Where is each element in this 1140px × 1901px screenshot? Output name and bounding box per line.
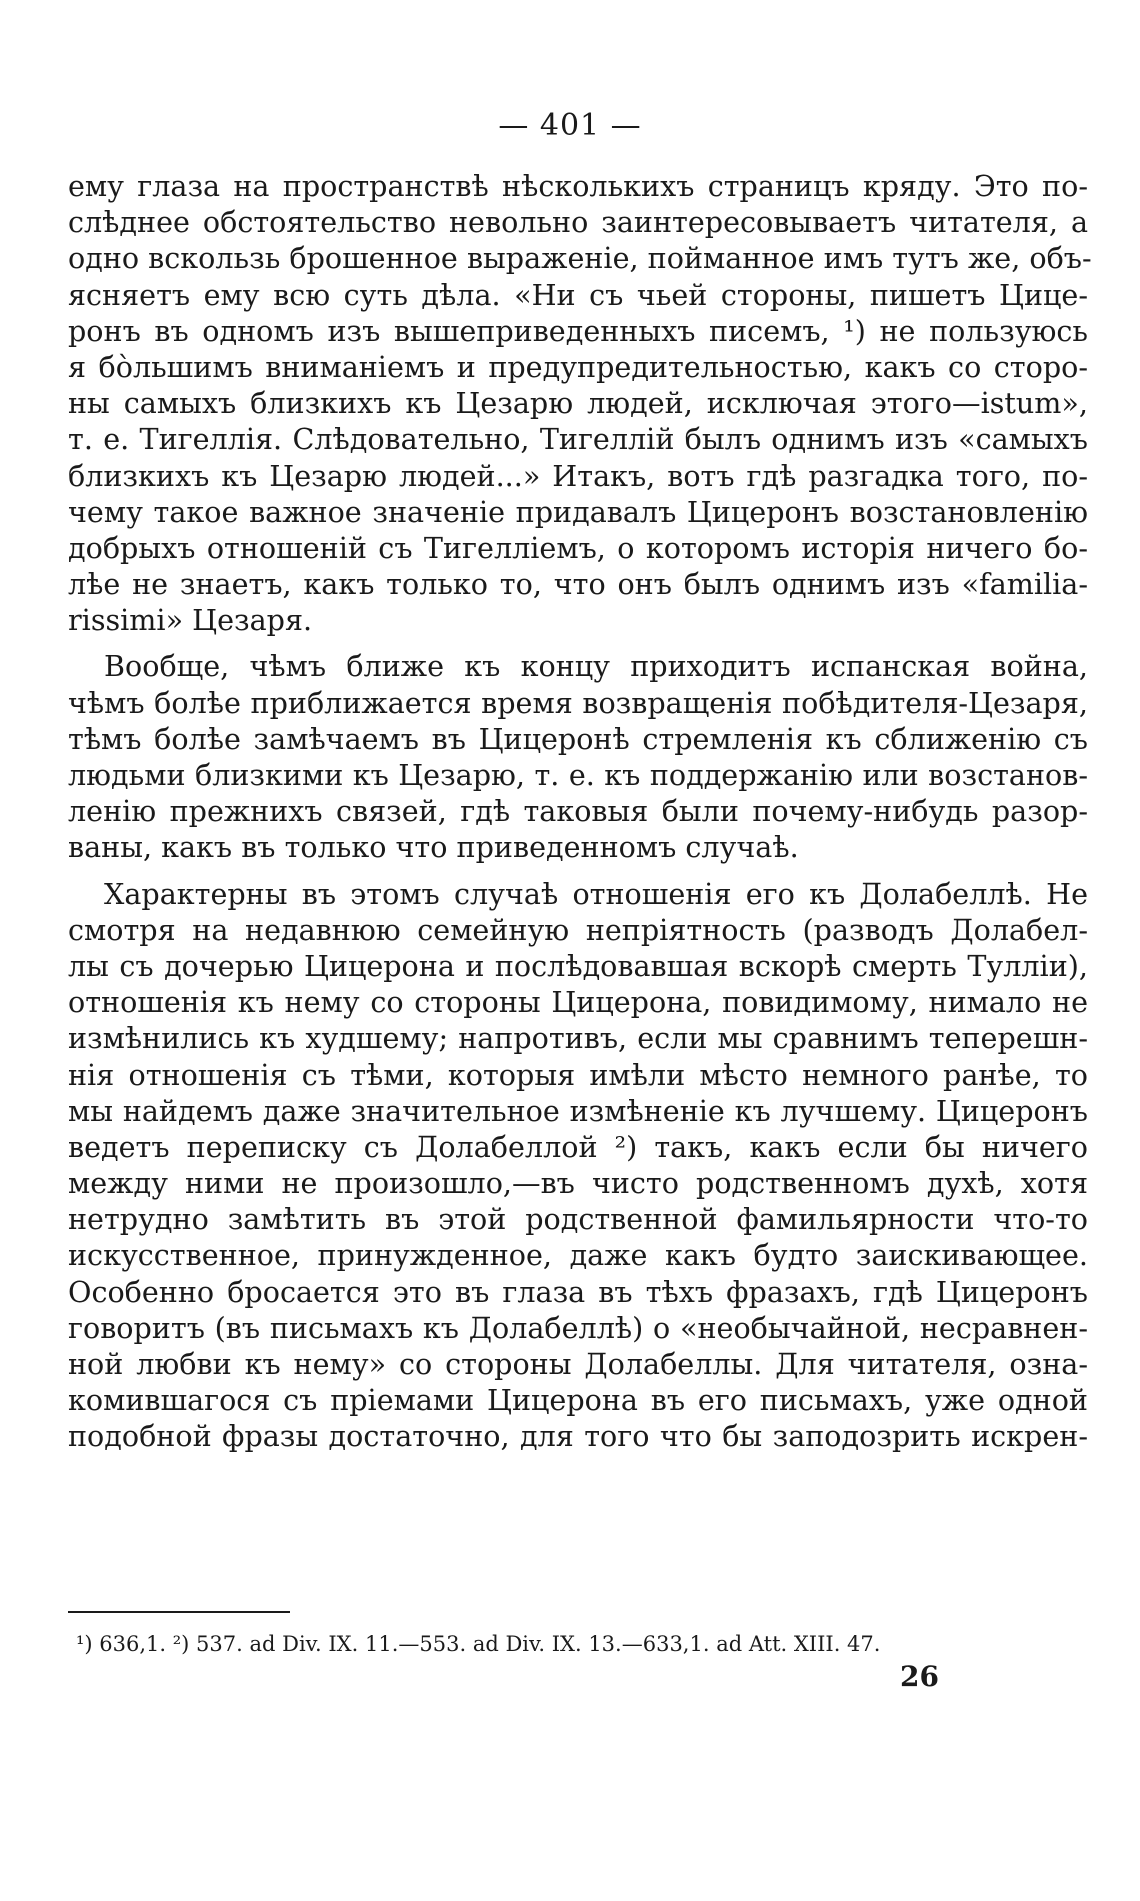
paragraph-1 (68, 168, 1092, 638)
paragraph-2 (68, 648, 1088, 865)
text-line: ему глаза на пространствѣ нѣсколькихъ страницъ кряду. Это по- (68, 169, 1088, 203)
text-line: чему такое важное значеніе придавалъ Цицеронъ возстановленію (68, 494, 1088, 529)
text-line: rissimi» Цезаря. (68, 603, 313, 638)
text-line: измѣнились къ худшему; напротивъ, если мы сравнимъ теперешн- (68, 1021, 1088, 1056)
text-line: людьми близкими къ Цезарю, т. е. къ поддержанію или возстанов- (68, 758, 1088, 792)
text-line: отношенія къ нему со стороны Цицерона, повидимому, нимало не (68, 985, 1088, 1020)
signature-mark: 26 (900, 1660, 939, 1693)
text-line: Характерны въ этомъ случаѣ отношенія его къ Долабеллѣ. Не (104, 876, 1088, 911)
text-line: лѣе не знаетъ, какъ только то, что онъ былъ однимъ изъ «familia- (68, 567, 1088, 602)
text-line: тѣмъ болѣе замѣчаемъ въ Цицеронѣ стремленія къ сближенію съ (68, 721, 1088, 756)
page-number: — 401 — (498, 108, 642, 143)
text-line: ной любви къ нему» со стороны Долабеллы. Для читателя, озна- (68, 1347, 1088, 1381)
text-line: между ними не произошло,—въ чисто родственномъ духѣ, хотя (68, 1166, 1088, 1201)
text-line: я бо̀льшимъ вниманіемъ и предупредительностью, какъ со сторо- (68, 349, 1088, 384)
text-line: ваны, какъ въ только что приведенномъ случаѣ. (68, 830, 799, 865)
footnotes: ¹) 636,1. ²) 537. ad Div. IX. 11.—553. ad Div. IX. 13.—633,1. ad Att. XIII. 47. (76, 1632, 881, 1656)
text-line: лы съ дочерью Цицерона и послѣдовавшая вскорѣ смерть Тулліи), (68, 948, 1088, 983)
text-line: смотря на недавнюю семейную непріятность (разводъ Долабел- (68, 912, 1088, 947)
text-line: Вообще, чѣмъ ближе къ концу приходитъ испанская война, (104, 649, 1088, 684)
text-line: подобной фразы достаточно, для того что бы заподозрить искрен- (68, 1419, 1088, 1454)
text-line: близкихъ къ Цезарю людей...» Итакъ, вотъ гдѣ разгадка того, по- (68, 458, 1088, 493)
body-text (68, 168, 1092, 1455)
text-line: искусственное, принужденное, даже какъ будто заискивающее. (68, 1238, 1088, 1273)
text-line: нія отношенія съ тѣми, которыя имѣли мѣсто немного ранѣе, то (68, 1057, 1088, 1092)
text-line: слѣднее обстоятельство невольно заинтересовываетъ читателя, а (68, 205, 1088, 240)
text-line: говоритъ (въ письмахъ къ Долабеллѣ) о «необычайной, несравнен- (68, 1310, 1088, 1345)
text-line: ведетъ переписку съ Долабеллой ²) такъ, какъ если бы ничего (68, 1129, 1088, 1164)
text-line: ны самыхъ близкихъ къ Цезарю людей, исключая этого—istum», (68, 386, 1088, 421)
text-line: чѣмъ болѣе приближается время возвращенія побѣдителя-Цезаря, (68, 685, 1088, 720)
text-line: ленію прежнихъ связей, гдѣ таковыя были почему-нибудь разор- (68, 794, 1088, 829)
text-line: комившагося съ пріемами Цицерона въ его письмахъ, уже одной (68, 1383, 1088, 1418)
text-line: одно вскользь брошенное выраженіе, пойманное имъ тутъ же, объ- (68, 241, 1092, 276)
text-line: добрыхъ отношеній съ Тигелліемъ, о которомъ исторія ничего бо- (68, 530, 1088, 565)
text-line: ронъ въ одномъ изъ вышеприведенныхъ писемъ, ¹) не пользуюсь (68, 313, 1088, 348)
paragraph-3 (68, 876, 1088, 1455)
footnote-divider (68, 1611, 290, 1613)
text-line: т. е. Тигеллія. Слѣдовательно, Тигеллій былъ однимъ изъ «самыхъ (68, 422, 1088, 457)
text-line: ясняетъ ему всю суть дѣла. «Ни съ чьей стороны, пишетъ Цице- (68, 277, 1088, 312)
text-line: нетрудно замѣтить въ этой родственной фамильярности что-то (68, 1202, 1088, 1237)
text-line: мы найдемъ даже значительное измѣненіе къ лучшему. Цицеронъ (68, 1093, 1088, 1128)
text-line: Особенно бросается это въ глаза въ тѣхъ фразахъ, гдѣ Цицеронъ (68, 1274, 1088, 1309)
